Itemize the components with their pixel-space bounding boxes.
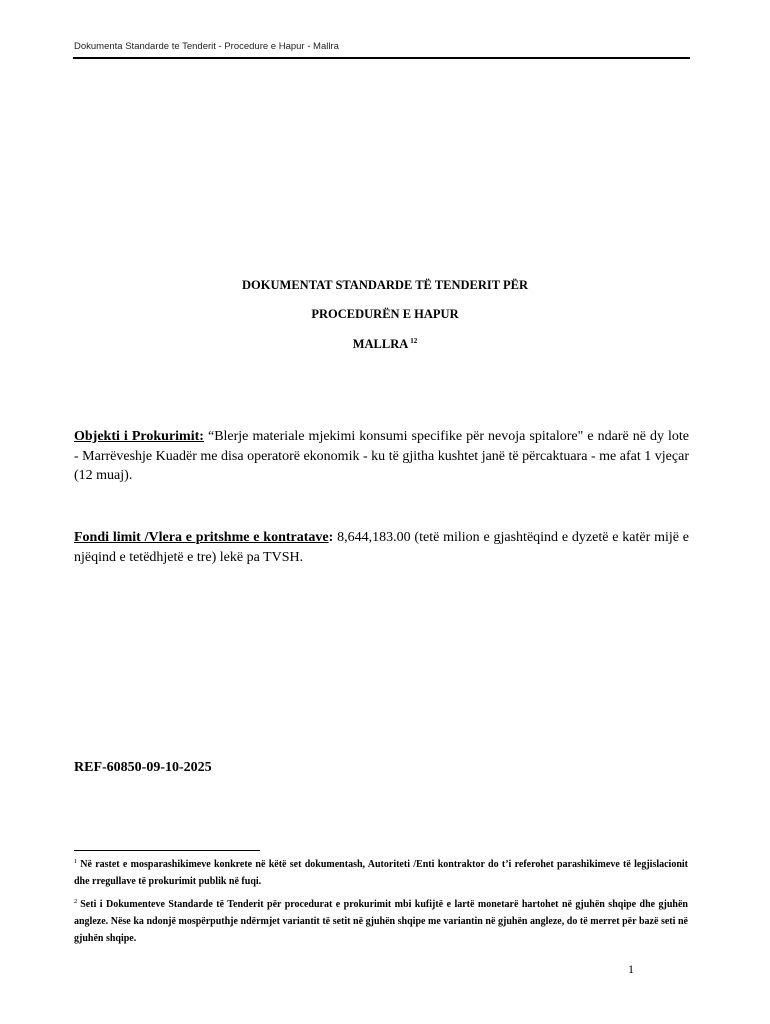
header-divider [73,57,690,59]
footnote-2 [74,893,688,947]
footnote-1 [74,853,688,890]
running-header: Dokumenta Standarde te Tenderit - Procedure e Hapur - Mallra [74,41,339,52]
fund-limit-label: Fondi limit /Vlera e pritshme e kontratave [74,530,329,545]
fund-limit-text: 8,644,183.00 (tetë milion e gjashtëqind e dyzetë e katër mijë e njëqind e tetëdhjetë e tre) lekë pa TVSH. [74,530,689,565]
procurement-object-paragraph [74,427,689,486]
footnote-2-text: Seti i Dokumenteve Standarde të Tenderit për procedurat e prokurimit mbi kufijtë e lartë monetarë hartohet në gjuhën shqipe dhe gjuhën angleze. Nëse ka ndonjë mospërputhje ndërmjet variantit të setit në gjuhën shqipe me variantin në gjuhën angleze, do të merret për bazë seti në gjuhën shqipe. [74,899,688,944]
fund-limit-colon: : [328,530,334,545]
reference-number: REF-60850-09-10-2025 [74,760,212,775]
document-title-line-2: PROCEDURËN E HAPUR [311,307,459,321]
fund-limit-paragraph [74,528,689,567]
title-footnote-refs: 12 [410,337,418,345]
footnote-divider [74,850,260,851]
document-title-line-1: DOKUMENTAT STANDARDE TË TENDERIT PËR [242,278,528,292]
procurement-object-text: “Blerje materiale mjekimi konsumi specifike për nevoja spitalore" e ndarë në dy lote - Marrëveshje Kuadër me disa operatorë ekonomik - ku të gjitha kushtet janë të përcaktuara - me afat 1 vjeçar (12 muaj). [74,429,690,483]
title-mallra: MALLRA [352,337,409,351]
procurement-object-label: Objekti i Prokurimit: [74,429,204,444]
footnote-1-number: 1 [74,858,78,865]
footnote-2-number: 2 [74,898,78,905]
footnote-1-text: Në rastet e mosparashikimeve konkrete në këtë set dokumentash, Autoriteti /Enti kontraktor do t’i referohet parashikimeve të legjislacionit dhe rregullave të prokurimit publik në fuqi. [74,859,688,887]
document-title-line-3 [0,337,770,352]
page-number: 1 [628,962,634,976]
